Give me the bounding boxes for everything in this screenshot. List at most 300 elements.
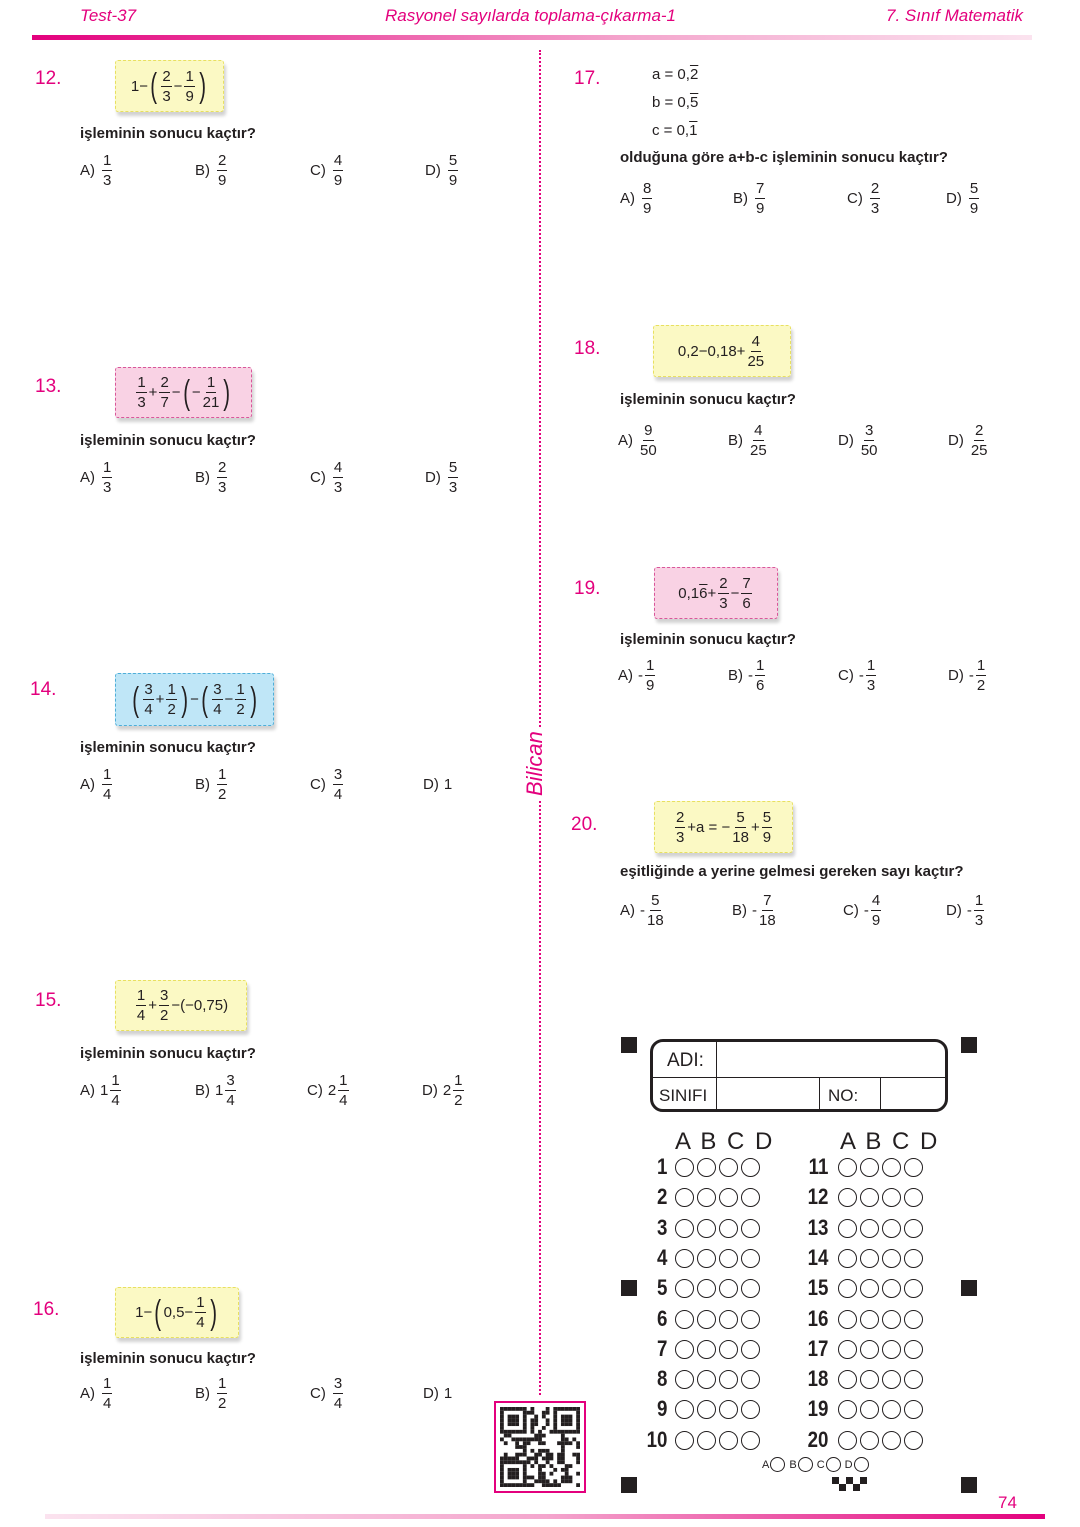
expression-text: 0,5− (163, 1304, 194, 1321)
answer-option[interactable] (423, 1373, 452, 1413)
option-label: D) (425, 468, 441, 486)
option-label: A) (80, 775, 95, 793)
answer-option[interactable] (838, 420, 880, 460)
answer-bubble[interactable] (719, 1188, 738, 1207)
answer-bubble[interactable] (904, 1370, 923, 1389)
numerator: 4 (754, 421, 763, 439)
answer-bubble[interactable] (860, 1249, 879, 1268)
numerator: 1 (103, 1374, 112, 1392)
expression-text: +a = − (687, 818, 731, 836)
answer-bubble[interactable] (882, 1219, 901, 1238)
numerator: 2 (162, 67, 171, 85)
numerator: 5 (736, 808, 745, 826)
number-field[interactable] (883, 1080, 943, 1110)
whole-part: 2 (442, 1081, 452, 1099)
parenthesis: ( (182, 373, 190, 412)
question-number: 12. (35, 68, 62, 89)
denominator: 25 (747, 352, 765, 370)
answer-bubble[interactable] (904, 1249, 923, 1268)
fraction (212, 682, 222, 717)
option-label: A) (620, 189, 635, 207)
question-number: 14. (30, 679, 57, 700)
expression-text: 1− (135, 1304, 153, 1321)
answer-bubble[interactable] (697, 1249, 716, 1268)
test-number: Test-37 (80, 6, 137, 25)
denominator: 3 (866, 676, 876, 694)
answer-option[interactable] (80, 1070, 123, 1110)
answer-option[interactable] (195, 1373, 229, 1413)
answer-option[interactable] (423, 764, 452, 804)
denominator: 4 (226, 1091, 235, 1109)
answer-option[interactable] (946, 890, 986, 930)
denominator: 2 (218, 785, 227, 803)
fraction (333, 153, 343, 188)
answer-bubble[interactable] (882, 1370, 901, 1389)
answer-option[interactable] (948, 420, 990, 460)
fraction (102, 767, 112, 802)
legend-bubble (798, 1457, 813, 1472)
answer-option[interactable] (838, 655, 878, 695)
answer-bubble[interactable] (741, 1310, 760, 1329)
expression-text: − (191, 384, 201, 401)
answer-bubble[interactable] (675, 1249, 694, 1268)
fraction (166, 682, 176, 717)
legend-letter: D (844, 1458, 853, 1471)
answer-bubble[interactable] (741, 1431, 760, 1450)
fraction (976, 658, 986, 693)
question-row-number: 3 (657, 1214, 668, 1240)
denominator: 18 (647, 911, 664, 929)
denominator: 4 (339, 1091, 348, 1109)
answer-bubble[interactable] (860, 1188, 879, 1207)
question-text: işleminin sonucu kaçtır? (80, 125, 256, 142)
answer-bubble[interactable] (838, 1249, 857, 1268)
answer-bubble[interactable] (741, 1188, 760, 1207)
denominator: 9 (756, 199, 765, 217)
denominator: 50 (860, 441, 878, 459)
option-label: C) (310, 468, 326, 486)
option-value: 1 (443, 1384, 453, 1402)
answer-bubble[interactable] (741, 1279, 760, 1298)
answer-option[interactable] (847, 178, 882, 218)
legend-letter: B (789, 1458, 797, 1471)
parenthesis: ( (150, 67, 158, 105)
answer-bubble[interactable] (675, 1219, 694, 1238)
fraction (755, 658, 765, 693)
fraction (102, 1376, 112, 1411)
answer-bubble[interactable] (697, 1340, 716, 1359)
answer-bubble[interactable] (697, 1158, 716, 1177)
question-row-number: 19 (807, 1396, 829, 1422)
answer-option[interactable] (728, 655, 767, 695)
answer-bubble[interactable] (741, 1158, 760, 1177)
option-label: A) (618, 666, 633, 684)
answer-bubble[interactable] (697, 1310, 716, 1329)
answer-bubble[interactable] (860, 1279, 879, 1298)
alignment-mark (621, 1280, 637, 1296)
numerator: 3 (333, 1374, 343, 1392)
option-sign: - (968, 666, 974, 684)
answer-option[interactable] (618, 420, 659, 460)
repeating-digit: 5 (689, 94, 699, 111)
option-label: D) (423, 775, 439, 793)
option-sign: - (638, 666, 643, 684)
expression-text: − (730, 584, 740, 602)
answer-option[interactable] (80, 764, 114, 804)
answer-option[interactable] (425, 457, 460, 497)
fraction (969, 181, 979, 216)
question-row-number: 4 (657, 1244, 668, 1270)
option-label: C) (307, 1081, 323, 1099)
answer-option[interactable] (620, 890, 666, 930)
answer-option[interactable] (422, 1070, 466, 1110)
answer-option[interactable] (946, 178, 981, 218)
numerator: 4 (333, 458, 343, 476)
numerator: 1 (206, 374, 216, 391)
option-sign: - (748, 666, 753, 684)
answer-bubble[interactable] (675, 1188, 694, 1207)
answer-bubble[interactable] (882, 1279, 901, 1298)
denominator: 3 (675, 828, 685, 846)
column-divider (539, 50, 541, 1395)
numerator: 1 (103, 765, 112, 783)
alignment-mark (621, 1477, 637, 1493)
answer-bubble[interactable] (882, 1158, 901, 1177)
answer-bubble[interactable] (882, 1431, 901, 1450)
answer-option[interactable] (733, 178, 767, 218)
fraction (866, 658, 876, 693)
numerator: 1 (185, 67, 194, 85)
denominator: 9 (646, 676, 655, 694)
numerator: 7 (756, 179, 765, 197)
answer-option[interactable] (307, 1070, 351, 1110)
numerator: 5 (448, 151, 458, 169)
expression-box (654, 567, 778, 619)
fraction (102, 460, 112, 495)
definition-text: c = 0, (652, 122, 690, 139)
fraction (732, 810, 749, 845)
fraction (870, 181, 880, 216)
option-label: B) (728, 666, 743, 684)
denominator: 3 (103, 171, 112, 189)
numerator: 1 (137, 374, 146, 391)
alignment-mark (621, 1037, 637, 1053)
question-number: 20. (571, 814, 598, 835)
answer-bubble[interactable] (741, 1340, 760, 1359)
answer-bubble[interactable] (904, 1158, 923, 1177)
answer-option[interactable] (620, 178, 654, 218)
denominator: 3 (103, 478, 112, 496)
fraction (143, 682, 153, 717)
answer-option[interactable] (195, 457, 229, 497)
answer-bubble[interactable] (904, 1310, 923, 1329)
expression-box (115, 60, 224, 112)
denominator: 2 (236, 701, 245, 718)
answer-option[interactable] (195, 764, 229, 804)
fraction (718, 576, 728, 611)
answer-bubble[interactable] (719, 1279, 738, 1298)
expression-box (115, 1287, 239, 1338)
fraction (338, 1073, 348, 1108)
answer-bubble[interactable] (675, 1400, 694, 1419)
answer-bubble[interactable] (904, 1340, 923, 1359)
answer-bubble[interactable] (697, 1431, 716, 1450)
answer-option[interactable] (310, 457, 345, 497)
fraction (235, 682, 245, 717)
option-label: C) (310, 775, 326, 793)
answer-bubble[interactable] (860, 1219, 879, 1238)
denominator: 2 (976, 676, 986, 694)
option-label: D) (423, 1384, 439, 1402)
denominator: 6 (742, 594, 751, 612)
answer-option[interactable] (80, 150, 114, 190)
option-label: B) (733, 189, 748, 207)
option-label: D) (948, 666, 964, 684)
definition-text: a = 0, (652, 66, 690, 83)
numerator: 4 (871, 891, 881, 909)
subject: 7. Sınıf Matematik (886, 6, 1023, 25)
answer-bubble[interactable] (882, 1340, 901, 1359)
expression-text: 0,2−0,18+ (677, 342, 746, 360)
numerator: 3 (226, 1071, 235, 1089)
name-field[interactable] (719, 1044, 944, 1074)
denominator: 2 (160, 1007, 169, 1024)
answer-bubble[interactable] (675, 1279, 694, 1298)
answer-bubble[interactable] (741, 1400, 760, 1419)
fraction (102, 153, 112, 188)
question-number: 19. (574, 578, 601, 599)
answer-bubble[interactable] (675, 1370, 694, 1389)
question-number: 13. (35, 376, 62, 397)
option-sign: - (858, 666, 864, 684)
expression-box (654, 801, 793, 853)
answer-bubble[interactable] (882, 1249, 901, 1268)
answer-bubble[interactable] (697, 1219, 716, 1238)
fraction (448, 153, 458, 188)
option-label: A) (80, 1081, 95, 1099)
question-row-number: 16 (807, 1305, 829, 1331)
fraction (762, 810, 772, 845)
numerator: 5 (762, 808, 772, 826)
numerator: 1 (111, 1071, 120, 1089)
question-row-number: 18 (807, 1366, 829, 1392)
numerator: 2 (218, 151, 227, 169)
answer-bubble[interactable] (860, 1370, 879, 1389)
option-label: A) (620, 901, 635, 919)
answer-bubble[interactable] (904, 1219, 923, 1238)
expression-text: − (171, 384, 181, 401)
question-text: eşitliğinde a yerine gelmesi gereken sayı kaçtır? (620, 863, 964, 880)
option-label: A) (618, 431, 633, 449)
numerator: 1 (136, 987, 146, 1004)
denominator: 9 (333, 171, 343, 189)
denominator: 18 (732, 828, 749, 846)
numerator: 3 (213, 681, 222, 698)
expression-box (653, 325, 791, 377)
answer-option[interactable] (195, 1070, 238, 1110)
answer-bubble[interactable] (860, 1340, 879, 1359)
fraction (161, 69, 171, 104)
denominator: 4 (196, 1314, 205, 1331)
question-text: işleminin sonucu kaçtır? (80, 739, 256, 756)
answer-bubble[interactable] (697, 1370, 716, 1389)
answer-bubble[interactable] (719, 1340, 738, 1359)
answer-option[interactable] (80, 457, 114, 497)
answer-option[interactable] (843, 890, 883, 930)
variable-definition (652, 122, 697, 139)
legend-bubble (826, 1457, 841, 1472)
option-sign: - (966, 901, 972, 919)
repeating-digit: 6 (699, 584, 708, 602)
fraction (225, 1073, 235, 1108)
answer-bubble[interactable] (860, 1400, 879, 1419)
qr-code[interactable] (494, 1401, 586, 1493)
expression-text: + (148, 384, 158, 401)
answer-option[interactable] (195, 150, 229, 190)
option-label: D) (422, 1081, 438, 1099)
answer-option[interactable] (310, 150, 345, 190)
question-number: 18. (574, 338, 601, 359)
answer-option[interactable] (80, 1373, 114, 1413)
option-label: C) (310, 1384, 326, 1402)
whole-part: 1 (215, 1081, 224, 1099)
option-label: D) (946, 901, 962, 919)
answer-bubble[interactable] (838, 1370, 857, 1389)
answer-bubble[interactable] (838, 1340, 857, 1359)
answer-bubble[interactable] (719, 1310, 738, 1329)
fraction (971, 423, 988, 458)
answer-option[interactable] (618, 655, 657, 695)
numerator: 1 (756, 656, 765, 674)
fraction (861, 423, 878, 458)
answer-bubble[interactable] (860, 1158, 879, 1177)
answer-bubble[interactable] (719, 1158, 738, 1177)
expression-text: − (224, 691, 234, 708)
answer-bubble[interactable] (675, 1340, 694, 1359)
option-label: B) (195, 1081, 210, 1099)
answer-bubble[interactable] (697, 1279, 716, 1298)
answer-bubble[interactable] (838, 1279, 857, 1298)
answer-bubble[interactable] (904, 1279, 923, 1298)
answer-bubble[interactable] (904, 1431, 923, 1450)
expression-text: + (155, 691, 165, 708)
option-label: C) (838, 666, 854, 684)
expression-text: 1− (130, 77, 148, 95)
answer-bubble[interactable] (697, 1400, 716, 1419)
fraction (217, 1376, 227, 1411)
numerator: 4 (333, 151, 343, 169)
answer-bubble[interactable] (719, 1249, 738, 1268)
answer-bubble[interactable] (882, 1188, 901, 1207)
expression-box (115, 367, 252, 418)
answer-bubble[interactable] (838, 1158, 857, 1177)
answer-bubble[interactable] (719, 1400, 738, 1419)
answer-bubble[interactable] (838, 1431, 857, 1450)
question-row-number: 15 (807, 1275, 829, 1301)
numerator: 3 (160, 987, 169, 1004)
worksheet-title: Rasyonel sayılarda toplama-çıkarma-1 (385, 6, 677, 25)
denominator: 4 (103, 785, 112, 803)
option-label: D) (946, 189, 962, 207)
answer-bubble[interactable] (675, 1158, 694, 1177)
numerator: 3 (333, 765, 343, 783)
denominator: 4 (213, 701, 222, 718)
class-field[interactable] (719, 1080, 817, 1110)
answer-bubble[interactable] (675, 1310, 694, 1329)
answer-bubble[interactable] (882, 1400, 901, 1419)
fraction (195, 1295, 205, 1330)
question-row-number: 5 (657, 1275, 668, 1301)
answer-option[interactable] (732, 890, 778, 930)
answer-bubble[interactable] (719, 1219, 738, 1238)
numerator: 4 (751, 332, 760, 350)
brand-logo: Bilican (522, 727, 548, 800)
fraction (333, 767, 343, 802)
parenthesis: ) (181, 680, 188, 719)
answer-bubble[interactable] (838, 1310, 857, 1329)
answer-option[interactable] (948, 655, 988, 695)
option-label: C) (843, 901, 859, 919)
fraction (203, 375, 220, 410)
answer-bubble[interactable] (741, 1370, 760, 1389)
question-row-number: 12 (807, 1184, 829, 1210)
fraction (333, 1376, 343, 1411)
answer-option[interactable] (310, 764, 345, 804)
numerator: 1 (218, 765, 227, 783)
answer-bubble[interactable] (838, 1219, 857, 1238)
answer-bubble[interactable] (719, 1370, 738, 1389)
option-label: B) (728, 431, 743, 449)
fraction (217, 767, 227, 802)
expression-text: −(−0,75) (171, 997, 229, 1014)
numerator: 1 (236, 681, 245, 698)
parenthesis: ( (132, 680, 140, 719)
fraction (136, 375, 146, 410)
denominator: 9 (643, 199, 652, 217)
variable-definition (652, 94, 698, 111)
numerator: 8 (643, 179, 652, 197)
answer-bubble[interactable] (741, 1219, 760, 1238)
fraction (741, 576, 751, 611)
answer-bubble[interactable] (697, 1188, 716, 1207)
answer-option[interactable] (310, 1373, 345, 1413)
answer-option[interactable] (728, 420, 769, 460)
answer-option[interactable] (425, 150, 460, 190)
repeating-digit: 1 (689, 122, 698, 139)
expression-text: 0,1 (678, 584, 700, 602)
footer-rule (45, 1514, 1045, 1519)
denominator: 21 (202, 394, 220, 411)
numerator: 7 (742, 574, 751, 592)
answer-bubble[interactable] (719, 1431, 738, 1450)
answer-bubble[interactable] (838, 1188, 857, 1207)
numerator: 1 (103, 151, 112, 169)
name-label: ADI: (667, 1050, 704, 1071)
answer-bubble[interactable] (838, 1400, 857, 1419)
legend-letter: A (762, 1458, 770, 1471)
answer-bubble[interactable] (741, 1249, 760, 1268)
answer-bubble[interactable] (860, 1431, 879, 1450)
answer-bubble[interactable] (882, 1310, 901, 1329)
denominator: 25 (970, 441, 988, 459)
answer-bubble[interactable] (904, 1400, 923, 1419)
alignment-mark (961, 1037, 977, 1053)
answer-bubble[interactable] (860, 1310, 879, 1329)
numerator: 5 (448, 458, 458, 476)
expression-text: − (173, 77, 183, 95)
answer-bubble[interactable] (675, 1431, 694, 1450)
answer-bubble[interactable] (904, 1188, 923, 1207)
